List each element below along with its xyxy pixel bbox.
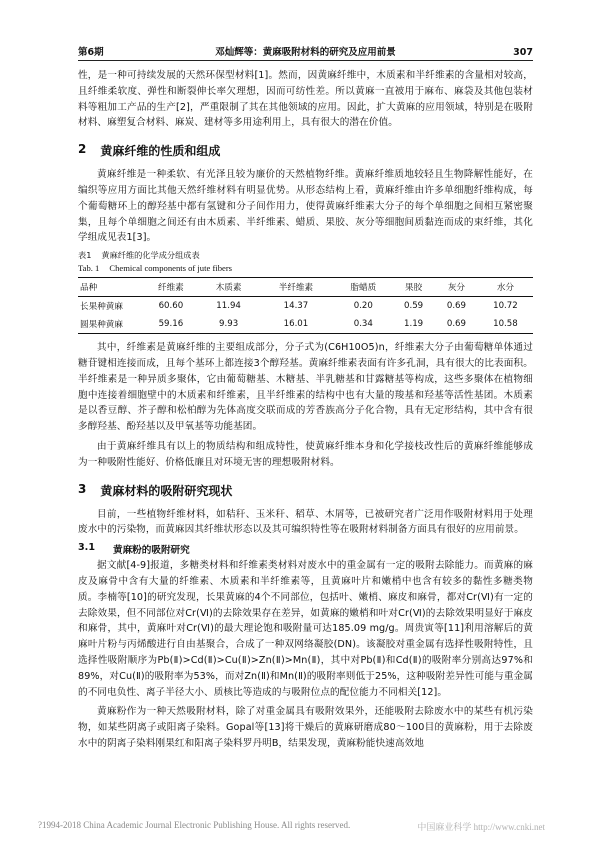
table-header-cell: 纤维素	[142, 278, 200, 297]
table-cell: 圆果种黄麻	[78, 315, 142, 334]
table-header-cell: 半纤维素	[257, 278, 334, 297]
copyright-notice: ?1994-2018 China Academic Journal Electronic Publishing House. All rights reserved.	[38, 820, 351, 830]
section-2-paragraph-3: 由于黄麻纤维具有以上的物质结构和组成特性，使黄麻纤维本身和化学接枝改性后的黄麻纤维能够成为一种吸附性能好、价格低廉且对环境无害的理想吸附材料。	[78, 440, 533, 468]
article-body	[78, 68, 533, 756]
running-title: 邓灿辉等：黄麻吸附材料的研究及应用前景	[215, 47, 396, 58]
table-row	[78, 315, 533, 334]
table-cell: 59.16	[142, 315, 200, 334]
intro-paragraph: 性，是一种可持续发展的天然环保型材料[1]。然而，因黄麻纤维中，木质素和半纤维素的含量相对较高，且纤维柔软度、弹性和断裂伸长率欠理想，因而可纺性差。所以黄麻一直被用于麻布、麻袋及其他包装材料等粗加工产品的生产[2]，严重限制了其在其他领域的应用。因此，扩大黄麻的应用领域，特别是在吸附材料、麻塑复合材料、麻炭、建材等多用途利用上，具有很大的潜在价值。	[78, 70, 533, 129]
table-cell: 10.58	[478, 315, 533, 334]
table-cell: 16.01	[257, 315, 334, 334]
section-title: 黄麻材料的吸附研究现状	[100, 483, 233, 498]
table-cell: 0.59	[404, 301, 424, 312]
table-label: 表1	[78, 250, 92, 261]
section-2-paragraph-1: 黄麻纤维是一种柔软、有光泽且较为廉价的天然植物纤维。黄麻纤维质地较轻且生物降解性能好，在编织等应用方面比其他天然纤维材料有明显优势。从形态结构上看，黄麻纤维由许多单细胞纤维构成，每个葡萄糖环上的醇羟基中都有氢键和分子间作用力，使得黄麻纤维素大分子的每个单细胞之间相互紧密聚集，且每个单细胞之间还有由木质素、半纤维素、蜡质、果胶、灰分等细胞间质黏连而成的束纤维，其化学组成见表1[3]。	[78, 169, 533, 244]
table-cell: 60.60	[158, 301, 184, 312]
footer-url: http://www.cnki.net	[473, 822, 545, 832]
table-caption-en	[78, 263, 533, 274]
subsection-3-1-paragraph-1: 据文献[4-9]报道，多糖类材料和纤维素类材料对废水中的重金属有一定的吸附去除能力。而黄麻的麻皮及麻骨中含有大量的纤维素、木质素和半纤维素等，且黄麻叶片和嫩梢中也含有较多的黏性多糖类物质。李楠等[10]的研究发现，长果黄麻的4个不同部位，包括叶、嫩梢、麻皮和麻骨，都对Cr(Ⅵ)有一定的去除效果，但不同部位对Cr(Ⅵ)的去除效果存在差异，如黄麻的嫩梢和叶对Cr(Ⅵ)的去除效果明显好于麻皮和麻骨，其中，黄麻叶对Cr(Ⅵ)的最大理论饱和吸附量可达185.09 mg/g。周贵寅等[11]利用溶解后的黄麻叶片粉与丙烯酸进行自由基聚合，合成了一种双网络凝胶(DN)。该凝胶对重金属有选择性吸附特性，且选择性吸附顺序为Pb(Ⅱ)>Cd(Ⅱ)>Cu(Ⅱ)>Zn(Ⅱ)>Mn(Ⅱ)，其中对Pb(Ⅱ)和Cd(Ⅱ)的吸附率分别高达97%和89%，对Cu(Ⅱ)的吸附率为53%，而对Zn(Ⅱ)和Mn(Ⅱ)的吸附率则低于25%，这种吸附差异性可能与重金属的不同电负性、离子半径大小、质核比等造成的与吸附位点的配位能力不同相关[12]。	[78, 560, 533, 698]
table-cell: 10.72	[493, 301, 518, 312]
table-cell: 9.93	[200, 315, 258, 334]
chemical-components-table	[78, 277, 533, 334]
page-footer	[38, 820, 545, 833]
table-caption-zh	[78, 250, 533, 261]
table-title-en: Chemical components of jute fibers	[109, 263, 233, 274]
subsection-number: 3.1	[78, 542, 95, 554]
watermark-text: 中国麻业科学	[417, 822, 472, 832]
subsection-title: 黄麻粉的吸附研究	[113, 545, 190, 557]
section-number: 3	[78, 481, 87, 496]
table-cell: 0.69	[446, 301, 466, 312]
table-cell: 11.94	[216, 301, 241, 312]
table-cell: 0.20	[353, 301, 373, 312]
table-cell: 1.19	[392, 315, 435, 334]
table-cell: 长果种黄麻	[80, 302, 123, 313]
table-header-cell: 脂蜡质	[334, 278, 392, 297]
table-cell: 14.37	[283, 301, 309, 312]
table-header-cell: 灰分	[435, 278, 478, 297]
header-rule	[78, 60, 533, 61]
section-2-paragraph-2: 其中，纤维素是黄麻纤维的主要组成部分，分子式为(C6H10O5)n，纤维素大分子由葡萄糖单体通过糖苷键相连接而成，且每个基环上都连接3个醇羟基。黄麻纤维素表面有许多孔洞，具有很大的比表面积。半纤维素是一种异质多聚体，它由葡萄糖基、木糖基、半乳糖基和甘露糖基等构成，这些多聚体在植物细胞中连接着细胞壁中的木质素和纤维素，且半纤维素的结构中也有大量的羧基和羟基等活性基团。木质素是以香豆醇、芥子醇和松柏醇为先体高度交联而成的芳香族高分子化合物，具有无定形结构，其中含有很多醇羟基、酚羟基以及甲氧基等功能基团。	[78, 342, 533, 433]
issue-number: 第6期	[78, 47, 104, 58]
running-header	[78, 42, 533, 58]
section-3-paragraph-1: 目前，一些植物纤维材料，如秸秆、玉米秆、稻草、木屑等，已被研究者广泛用作吸附材料用于处理废水中的污染物，而黄麻因其纤维状形态以及其可编织特性等在吸附材料制备方面具有很好的应用前景。	[78, 508, 533, 536]
table-row	[78, 297, 533, 316]
table-label-en: Tab. 1	[78, 263, 100, 274]
section-number: 2	[78, 142, 87, 157]
subsection-3-1-paragraph-2: 黄麻粉作为一种天然吸附材料，除了对重金属具有吸附效果外，还能吸附去除废水中的某些有机污染物，如某些阴离子或阳离子染料。Gopal等[13]将干燥后的黄麻研磨成80～100目的黄麻粉，用于去除废水中的阴离子染料刚果红和阳离子染料罗丹明B，结果发现，黄麻粉能快速高效地	[78, 706, 533, 749]
table-header-cell: 木质素	[200, 278, 258, 297]
subsection-3-1-heading	[78, 542, 533, 556]
table-header-row	[78, 278, 533, 297]
table-header-cell: 品种	[78, 278, 142, 297]
table-header-cell: 果胶	[392, 278, 435, 297]
section-3-heading	[78, 482, 533, 499]
section-title: 黄麻纤维的性质和组成	[100, 144, 221, 159]
table-cell: 0.34	[334, 315, 392, 334]
table-header-cell: 水分	[478, 278, 533, 297]
section-2-heading	[78, 142, 533, 159]
table-title: 黄麻纤维的化学成分组成表	[101, 250, 200, 261]
page-number: 307	[513, 47, 533, 58]
table-cell: 0.69	[435, 315, 478, 334]
footer-watermark	[417, 820, 545, 833]
